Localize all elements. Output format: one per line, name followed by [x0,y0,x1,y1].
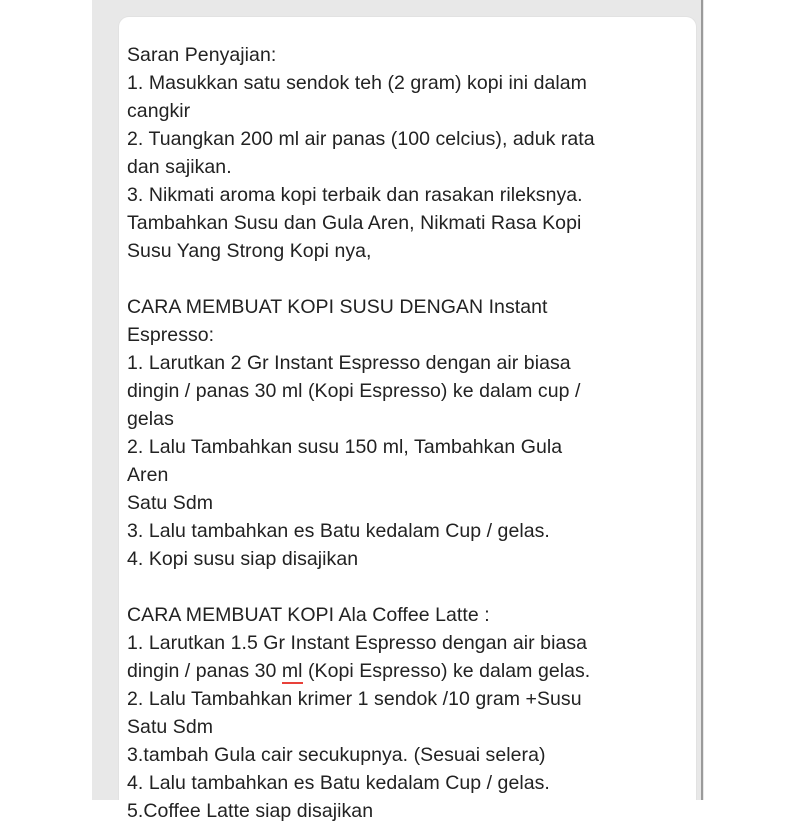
text-line: CARA MEMBUAT KOPI SUSU DENGAN Instant [127,296,548,318]
text-line: cangkir [127,100,191,122]
text-line: 2. Tuangkan 200 ml air panas (100 celcius), aduk rata [127,128,595,150]
paragraph-kopi-susu-instant-espresso [127,293,686,573]
text-line: Tambahkan Susu dan Gula Aren, Nikmati Rasa Kopi [127,212,582,234]
text-line: 1. Larutkan 2 Gr Instant Espresso dengan air biasa [127,352,571,374]
text-line: dan sajikan. [127,156,232,178]
text-line: 4. Kopi susu siap disajikan [127,548,359,570]
text-line: 1. Larutkan 1.5 Gr Instant Espresso dengan air biasa [127,632,588,654]
text-line: Aren [127,464,169,486]
text-line: 3. Nikmati aroma kopi terbaik dan rasakan rileksnya. [127,184,583,206]
text-line: Espresso: [127,324,215,346]
text-line: gelas [127,408,174,430]
paragraph-coffee-latte [127,601,686,825]
text-line: Satu Sdm [127,492,214,514]
text-line: CARA MEMBUAT KOPI Ala Coffee Latte : [127,604,490,626]
text-line: Satu Sdm [127,716,214,738]
spellcheck-underlined-word: ml [281,660,303,682]
text-segment: dingin / panas 30 [127,660,282,682]
text-line: 2. Lalu Tambahkan krimer 1 sendok /10 gram +Susu [127,688,582,710]
text-line [127,657,686,685]
text-line: 1. Masukkan satu sendok teh (2 gram) kopi ini dalam [127,72,587,94]
text-line: Susu Yang Strong Kopi nya, [127,240,372,262]
text-line: 3. Lalu tambahkan es Batu kedalam Cup / gelas. [127,520,550,542]
description-text-body [119,17,696,825]
paragraph-serving-suggestion [127,41,686,265]
product-description-card [118,16,697,822]
text-line: dingin / panas 30 ml (Kopi Espresso) ke dalam cup / [127,380,581,402]
text-line: 3.tambah Gula cair secukupnya. (Sesuai selera) [127,744,546,766]
text-line: 5.Coffee Latte siap disajikan [127,800,374,822]
text-line: 4. Lalu tambahkan es Batu kedalam Cup / gelas. [127,772,550,794]
text-line: Saran Penyajian: [127,44,277,66]
scrollbar-rail[interactable] [701,0,703,800]
text-segment: (Kopi Espresso) ke dalam gelas. [302,660,591,682]
text-line: 2. Lalu Tambahkan susu 150 ml, Tambahkan Gula [127,436,563,458]
